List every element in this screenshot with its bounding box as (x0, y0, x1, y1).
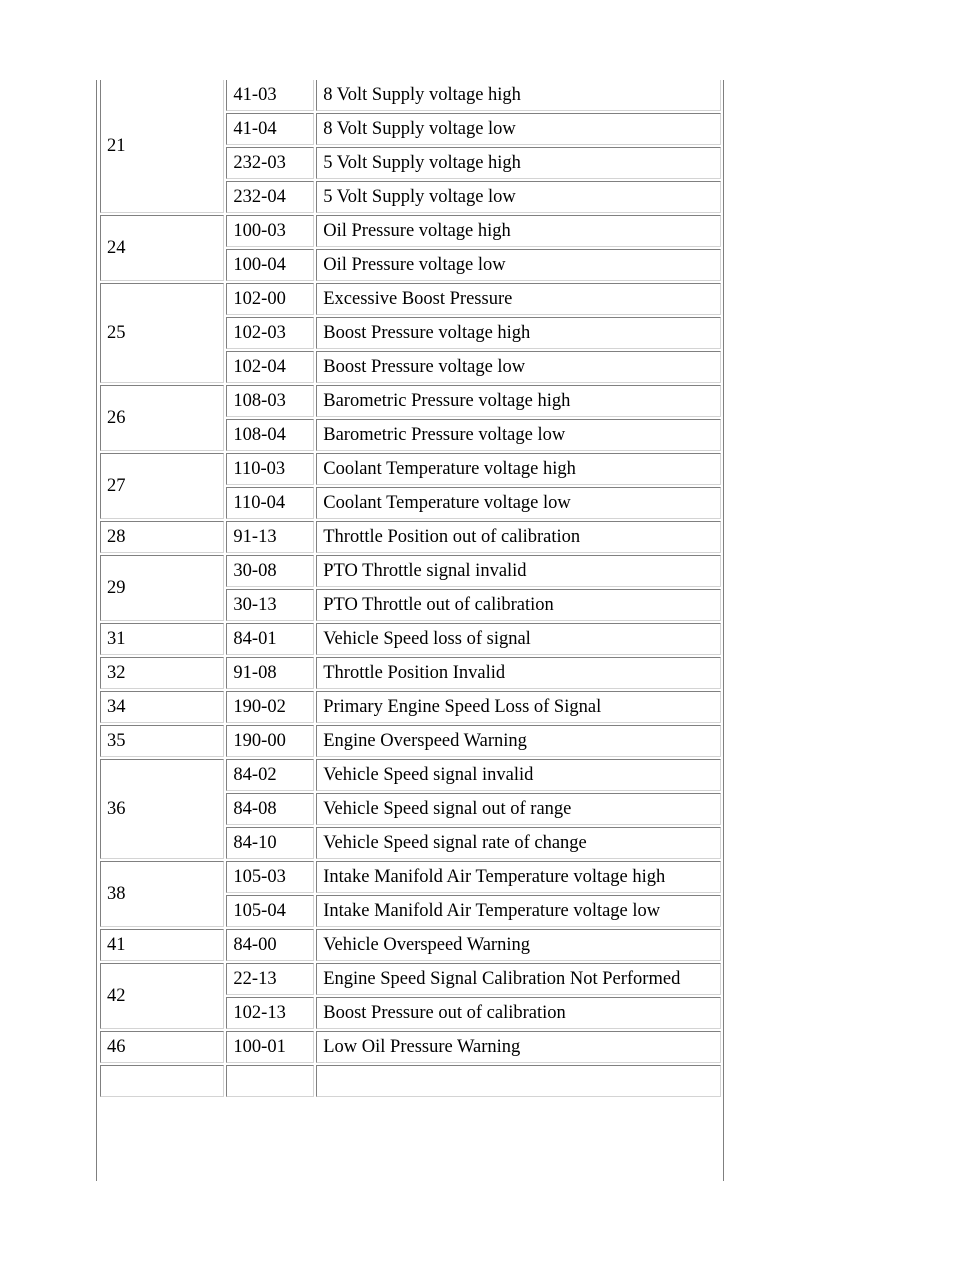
fault-description-cell: Vehicle Overspeed Warning (316, 929, 721, 961)
fault-description-cell: 8 Volt Supply voltage high (316, 80, 721, 111)
fault-description-cell: Intake Manifold Air Temperature voltage high (316, 861, 721, 893)
flash-code-cell: 31 (100, 623, 224, 655)
flash-code-cell (100, 1065, 224, 1097)
fault-description-cell: Boost Pressure voltage low (316, 351, 721, 383)
spn-fmi-cell: 41-03 (226, 80, 314, 111)
table-row (100, 80, 721, 111)
table-row (100, 963, 721, 995)
spn-fmi-cell: 110-03 (226, 453, 314, 485)
fault-description-cell: Vehicle Speed signal out of range (316, 793, 721, 825)
flash-code-cell: 35 (100, 725, 224, 757)
fault-description-cell: Barometric Pressure voltage low (316, 419, 721, 451)
table-row (100, 521, 721, 553)
fault-code-table (98, 80, 723, 1099)
spn-fmi-cell (226, 1065, 314, 1097)
spn-fmi-cell: 102-04 (226, 351, 314, 383)
fault-description-cell: Vehicle Speed loss of signal (316, 623, 721, 655)
spn-fmi-cell: 110-04 (226, 487, 314, 519)
spn-fmi-cell: 91-08 (226, 657, 314, 689)
fault-description-cell: Engine Speed Signal Calibration Not Performed (316, 963, 721, 995)
fault-description-cell: 5 Volt Supply voltage low (316, 181, 721, 213)
table-row (100, 725, 721, 757)
fault-code-table-container (96, 80, 724, 1181)
table-row (100, 283, 721, 315)
fault-description-cell: 5 Volt Supply voltage high (316, 147, 721, 179)
spn-fmi-cell: 190-00 (226, 725, 314, 757)
fault-description-cell: Boost Pressure out of calibration (316, 997, 721, 1029)
fault-description-cell: Oil Pressure voltage low (316, 249, 721, 281)
table-row (100, 1031, 721, 1063)
spn-fmi-cell: 41-04 (226, 113, 314, 145)
spn-fmi-cell: 108-04 (226, 419, 314, 451)
flash-code-cell: 25 (100, 283, 224, 383)
flash-code-cell: 41 (100, 929, 224, 961)
flash-code-cell: 27 (100, 453, 224, 519)
flash-code-cell: 29 (100, 555, 224, 621)
spn-fmi-cell: 22-13 (226, 963, 314, 995)
spn-fmi-cell: 100-04 (226, 249, 314, 281)
flash-code-cell: 28 (100, 521, 224, 553)
fault-code-table-body (100, 80, 721, 1097)
spn-fmi-cell: 84-10 (226, 827, 314, 859)
fault-description-cell: Throttle Position Invalid (316, 657, 721, 689)
spn-fmi-cell: 105-04 (226, 895, 314, 927)
spn-fmi-cell: 102-03 (226, 317, 314, 349)
flash-code-cell: 38 (100, 861, 224, 927)
spn-fmi-cell: 84-02 (226, 759, 314, 791)
table-row (100, 555, 721, 587)
table-row (100, 759, 721, 791)
table-row (100, 623, 721, 655)
fault-description-cell: Coolant Temperature voltage high (316, 453, 721, 485)
fault-description-cell: Throttle Position out of calibration (316, 521, 721, 553)
spn-fmi-cell: 102-00 (226, 283, 314, 315)
spn-fmi-cell: 91-13 (226, 521, 314, 553)
fault-description-cell: PTO Throttle out of calibration (316, 589, 721, 621)
spn-fmi-cell: 84-08 (226, 793, 314, 825)
fault-description-cell: PTO Throttle signal invalid (316, 555, 721, 587)
spn-fmi-cell: 100-03 (226, 215, 314, 247)
flash-code-cell: 26 (100, 385, 224, 451)
flash-code-cell: 46 (100, 1031, 224, 1063)
spn-fmi-cell: 30-13 (226, 589, 314, 621)
spn-fmi-cell: 105-03 (226, 861, 314, 893)
table-row (100, 215, 721, 247)
table-row (100, 453, 721, 485)
spn-fmi-cell: 108-03 (226, 385, 314, 417)
fault-description-cell: Boost Pressure voltage high (316, 317, 721, 349)
table-row (100, 929, 721, 961)
spn-fmi-cell: 30-08 (226, 555, 314, 587)
fault-description-cell (316, 1065, 721, 1097)
fault-description-cell: Primary Engine Speed Loss of Signal (316, 691, 721, 723)
fault-description-cell: Barometric Pressure voltage high (316, 385, 721, 417)
spn-fmi-cell: 102-13 (226, 997, 314, 1029)
flash-code-cell: 42 (100, 963, 224, 1029)
flash-code-cell: 32 (100, 657, 224, 689)
table-row (100, 1065, 721, 1097)
fault-description-cell: Coolant Temperature voltage low (316, 487, 721, 519)
fault-description-cell: Vehicle Speed signal invalid (316, 759, 721, 791)
spn-fmi-cell: 232-04 (226, 181, 314, 213)
table-row (100, 691, 721, 723)
spn-fmi-cell: 190-02 (226, 691, 314, 723)
flash-code-cell: 34 (100, 691, 224, 723)
fault-description-cell: Excessive Boost Pressure (316, 283, 721, 315)
spn-fmi-cell: 84-01 (226, 623, 314, 655)
table-row (100, 385, 721, 417)
spn-fmi-cell: 100-01 (226, 1031, 314, 1063)
fault-description-cell: Oil Pressure voltage high (316, 215, 721, 247)
table-row (100, 861, 721, 893)
spn-fmi-cell: 232-03 (226, 147, 314, 179)
table-row (100, 657, 721, 689)
flash-code-cell: 21 (100, 80, 224, 213)
spn-fmi-cell: 84-00 (226, 929, 314, 961)
fault-description-cell: Engine Overspeed Warning (316, 725, 721, 757)
fault-description-cell: Vehicle Speed signal rate of change (316, 827, 721, 859)
flash-code-cell: 36 (100, 759, 224, 859)
fault-description-cell: 8 Volt Supply voltage low (316, 113, 721, 145)
flash-code-cell: 24 (100, 215, 224, 281)
fault-description-cell: Low Oil Pressure Warning (316, 1031, 721, 1063)
fault-description-cell: Intake Manifold Air Temperature voltage low (316, 895, 721, 927)
